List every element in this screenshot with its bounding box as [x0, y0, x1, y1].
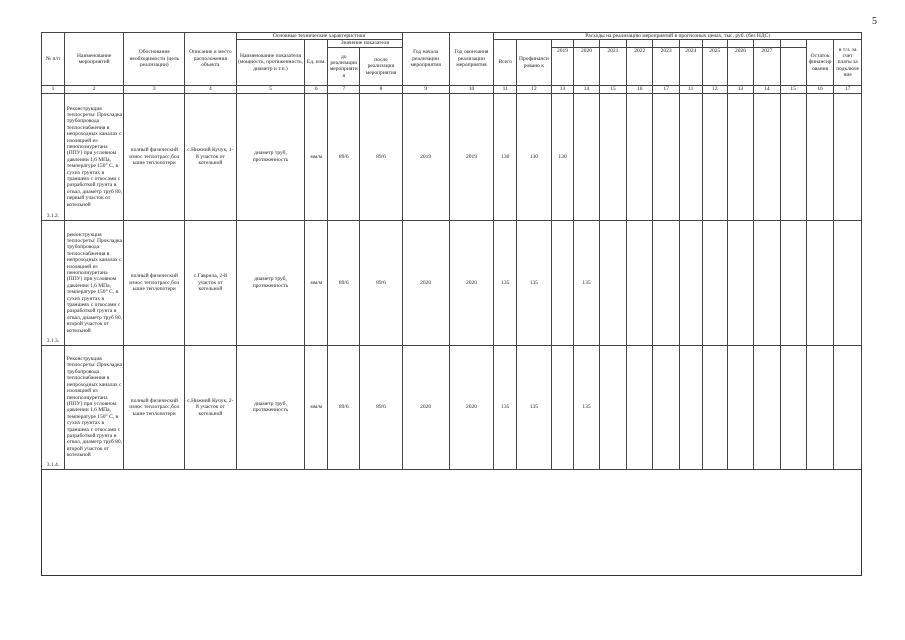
row-total: 135 [494, 220, 517, 345]
row-year-value [702, 220, 727, 345]
header-year: 2026 [727, 47, 753, 85]
header-tech-group: Основные технические характеристики [236, 33, 402, 40]
row-year-value: 130 [551, 93, 574, 220]
header-indicator: Наименование показателя (мощность, протяженность, диаметр и т.п.) [236, 40, 305, 85]
header-year: 2025 [702, 47, 727, 85]
column-number: 15 [780, 85, 806, 93]
row-year-value [727, 345, 753, 469]
header-total: Всего [494, 40, 517, 85]
row-value-after: 89/6 [360, 93, 402, 220]
column-number: 9 [402, 85, 449, 93]
row-end-year: 2020 [449, 220, 494, 345]
row-financed: 135 [517, 345, 551, 469]
row-unit: мм/м [305, 220, 328, 345]
row-year-value [754, 220, 780, 345]
header-measure-name: Наименование мероприятий [64, 33, 124, 86]
header-value-before: до реализации мероприятия [328, 47, 360, 85]
header-year: 2019 [551, 47, 574, 85]
header-start-year: Год начала реализации мероприятия [402, 33, 449, 86]
column-number: 7 [328, 85, 360, 93]
column-number: 17 [834, 85, 862, 93]
row-year-value [679, 93, 702, 220]
row-year-value [702, 93, 727, 220]
row-year-value [679, 220, 702, 345]
row-year-value [653, 220, 679, 345]
row-location: с.Нижний Кучук, 1-й участок от котельной [185, 93, 237, 220]
row-financed: 135 [517, 220, 551, 345]
column-number: 6 [305, 85, 328, 93]
column-number: 3 [124, 85, 185, 93]
row-year-value [727, 93, 753, 220]
column-number: 8 [360, 85, 402, 93]
row-value-before: 89/6 [328, 345, 360, 469]
row-year-value: 135 [574, 220, 599, 345]
row-end-year: 2019 [449, 93, 494, 220]
header-remaining: Остаток финансирования [806, 40, 833, 85]
row-indicator: диаметр труб, протяженность [236, 345, 305, 469]
column-number: 10 [449, 85, 494, 93]
header-year: 2020 [574, 47, 599, 85]
row-year-value [574, 93, 599, 220]
column-number: 11 [679, 85, 702, 93]
row-measure-name: Реконструкция теплосреты: Прокладка трубопровода теплоснабжения в непроходных каналах с изоляцией из пенополиуретана (ППУ) при условном давлении 1,6 МПа, температуре 150° С, в сухих грунтах в траншеях с откосами с разработкой грунта в отвал, диаметр труб 80, первый участок от котельной [64, 93, 124, 220]
column-number: 5 [236, 85, 305, 93]
row-year-value [627, 345, 653, 469]
header-no: № п/п [42, 33, 65, 86]
row-year-value [599, 93, 626, 220]
header-unit: Ед. изм. [305, 40, 328, 85]
row-id: 3.1.3. [42, 220, 65, 345]
row-id: 3.1.2. [42, 93, 65, 220]
row-justification: полный физический износ теплотрасс,бол ьшие теплопотери [124, 93, 185, 220]
row-value-after: 89/6 [360, 345, 402, 469]
row-total: 130 [494, 93, 517, 220]
row-year-value [551, 345, 574, 469]
header-end-year: Год окончания реализации мероприятия [449, 33, 494, 86]
row-financed: 130 [517, 93, 551, 220]
header-year: 2022 [627, 47, 653, 85]
header-year: 2024 [679, 47, 702, 85]
row-year-value [653, 93, 679, 220]
row-year-value: 135 [574, 345, 599, 469]
row-indicator: диаметр труб, протяженность [236, 220, 305, 345]
column-number: 16 [627, 85, 653, 93]
row-year-value [653, 345, 679, 469]
row-year-value [599, 220, 626, 345]
header-year: 2027 [754, 47, 780, 85]
header-year: 2021 [599, 47, 626, 85]
row-indicator: диаметр труб, протяженность [236, 93, 305, 220]
column-number: 14 [754, 85, 780, 93]
row-measure-name: реконструкция теплосреты: Прокладка трубопровода теплоснабжения в непроходных каналах с изоляцией из пенополиуретана (ППУ) при условном давлении 1,6 МПа, температуре 150° С, в сухих грунтах в траншеях с откосами с разработкой грунта в отвал, диаметр труб 80, второй участок от котельной [64, 220, 124, 345]
row-unit: мм/м [305, 93, 328, 220]
column-number: 1 [42, 85, 65, 93]
row-unit: мм/м [305, 345, 328, 469]
row-end-year: 2020 [449, 345, 494, 469]
row-year-value [599, 345, 626, 469]
row-location: с.Нижний Кучук, 2-й участок от котельной [185, 345, 237, 469]
column-numbers-row [42, 85, 862, 93]
row-year-value [679, 345, 702, 469]
header-financed: Профинансировано к [517, 40, 551, 85]
header-costs-group: Расходы на реализацию мероприятий в прогнозных ценах, тыс. руб. (без НДС) [494, 33, 862, 40]
row-year-value [754, 345, 780, 469]
table-body [42, 93, 862, 469]
header-incl-payment: в т.ч. за счет платы за подключение [834, 40, 862, 85]
header-justification: Обоснование необходимости (цель реализации) [124, 33, 185, 86]
row-year-value [727, 220, 753, 345]
row-year-value [754, 93, 780, 220]
row-total: 135 [494, 345, 517, 469]
column-number: 12 [517, 85, 551, 93]
column-number: 13 [727, 85, 753, 93]
header-year: 2023 [653, 47, 679, 85]
column-number: 13 [551, 85, 574, 93]
header-location: Описание и место расположения объекта [185, 33, 237, 86]
row-value-after: 89/6 [360, 220, 402, 345]
column-number: 12 [702, 85, 727, 93]
row-justification: полный физический износ теплотрасс,бол ьшие теплопотери [124, 345, 185, 469]
row-value-before: 89/6 [328, 220, 360, 345]
table-header [42, 33, 862, 94]
row-start-year: 2020 [402, 220, 449, 345]
row-id: 3.1.4. [42, 345, 65, 469]
row-start-year: 2019 [402, 93, 449, 220]
row-measure-name: Реконструкция теплосреты: Прокладка трубопровода теплоснабжения в непроходных каналах с изоляцией из пенополиуретана (ППУ) при условном давлении 1,6 МПа, температуре 150° С, в сухих грунтах в траншеях с откосами с разработкой грунта в отвал, диаметр труб 80, второй участок от котельной [64, 345, 124, 469]
row-justification: полный физический износ теплотрасс,бол ьшие теплопотери [124, 220, 185, 345]
table-row [42, 93, 862, 220]
column-number: 14 [574, 85, 599, 93]
page-number: 5 [872, 16, 877, 27]
column-number: 2 [64, 85, 124, 93]
row-location: с.Гаврила, 2-й участок от котельной [185, 220, 237, 345]
row-year-value [551, 220, 574, 345]
measures-table [41, 32, 862, 470]
column-number: 17 [653, 85, 679, 93]
row-start-year: 2020 [402, 345, 449, 469]
row-year-value [627, 220, 653, 345]
column-number: 15 [599, 85, 626, 93]
column-number: 4 [185, 85, 237, 93]
table-row [42, 345, 862, 469]
row-value-before: 89/6 [328, 93, 360, 220]
table-row [42, 220, 862, 345]
row-year-value [627, 93, 653, 220]
column-number: 16 [806, 85, 833, 93]
header-value-after: после реализации мероприятия [360, 47, 402, 85]
row-year-value [702, 345, 727, 469]
column-number: 11 [494, 85, 517, 93]
header-value-group: Значение показателя [328, 40, 402, 47]
